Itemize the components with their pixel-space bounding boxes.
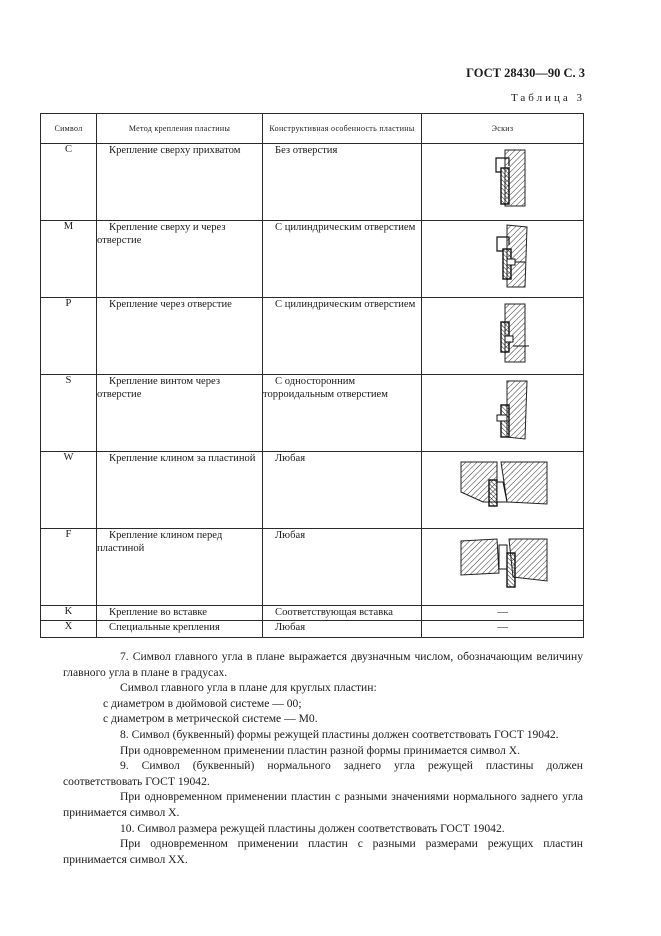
row-method: Крепление сверху и через отверстие xyxy=(97,221,263,298)
sketch-top-and-hole-icon xyxy=(453,221,553,293)
row-symbol: P xyxy=(41,298,97,375)
table-row xyxy=(41,375,584,452)
table-row xyxy=(41,144,584,221)
fastening-table xyxy=(40,113,584,638)
paragraph: 10. Символ размера режущей пластины должен соответствовать ГОСТ 19042. xyxy=(120,821,505,835)
row-feature: Любая xyxy=(263,452,422,529)
row-symbol: K xyxy=(41,606,97,621)
row-symbol: S xyxy=(41,375,97,452)
row-feature: Любая xyxy=(263,621,422,638)
paragraph: Символ главного угла в плане для круглых пластин: xyxy=(120,681,377,695)
row-sketch-dash: — xyxy=(497,622,508,633)
paragraph: с диаметром в дюймовой системе — 00; xyxy=(103,696,302,710)
row-symbol: X xyxy=(41,621,97,638)
table-row xyxy=(41,452,584,529)
paragraph: При одновременном применении пластин разной формы принимается символ X. xyxy=(120,743,520,757)
row-method: Крепление клином за пластиной xyxy=(97,452,263,529)
sketch-wedge-front-icon xyxy=(453,529,553,601)
sketch-hole-lever-icon xyxy=(453,298,553,370)
paragraph: 8. Символ (буквенный) формы режущей пластины должен соответствовать ГОСТ 19042. xyxy=(120,727,559,741)
sketch-wedge-behind-icon xyxy=(453,452,553,524)
row-sketch-dash: — xyxy=(497,607,508,618)
body-text xyxy=(63,649,583,867)
table-row xyxy=(41,606,584,621)
row-method: Крепление клином перед пластиной xyxy=(97,529,263,606)
sketch-screw-icon xyxy=(453,375,553,447)
row-method: Крепление винтом через отверстие xyxy=(97,375,263,452)
page-header: ГОСТ 28430—90 С. 3 xyxy=(466,66,585,80)
row-method: Крепление сверху прихватом xyxy=(97,144,263,221)
paragraph: с диаметром в метрической системе — M0. xyxy=(103,712,318,726)
row-method: Специальные крепления xyxy=(97,621,263,638)
header-method: Метод крепления пластины xyxy=(97,114,263,144)
table-row xyxy=(41,529,584,606)
table-caption: Таблица 3 xyxy=(510,92,585,104)
paragraph: 7. Символ главного угла в плане выражается двузначным числом, обозначающим величину главного угла в плане в градусах. xyxy=(63,650,583,679)
table-row xyxy=(41,221,584,298)
row-feature: Соответствующая вставка xyxy=(263,606,422,621)
row-method: Крепление через отверстие xyxy=(97,298,263,375)
header-feature: Конструктивная особенность пластины xyxy=(263,114,422,144)
paragraph: При одновременном применении пластин с разными значениями нормального заднего угла принимается символ X. xyxy=(63,790,583,819)
table-row xyxy=(41,621,584,638)
row-feature: Любая xyxy=(263,529,422,606)
row-method: Крепление во вставке xyxy=(97,606,263,621)
header-symbol: Символ xyxy=(41,114,97,144)
header-sketch: Эскиз xyxy=(422,114,584,144)
row-symbol: W xyxy=(41,452,97,529)
sketch-top-clamp-icon xyxy=(453,144,553,216)
paragraph: При одновременном применении пластин с разными размерами режущих пластин принимается символ XX. xyxy=(63,837,583,866)
row-feature: С цилиндрическим отверстием xyxy=(263,298,422,375)
row-feature: Без отверстия xyxy=(263,144,422,221)
row-feature: С односторонним торроидальным отверстием xyxy=(263,375,422,452)
table-header-row xyxy=(41,114,584,144)
table-row xyxy=(41,298,584,375)
row-symbol: M xyxy=(41,221,97,298)
paragraph: 9. Символ (буквенный) нормального заднего угла режущей пластины должен соответствовать ГОСТ 19042. xyxy=(63,759,583,788)
row-symbol: C xyxy=(41,144,97,221)
row-feature: С цилиндрическим отверстием xyxy=(263,221,422,298)
row-symbol: F xyxy=(41,529,97,606)
